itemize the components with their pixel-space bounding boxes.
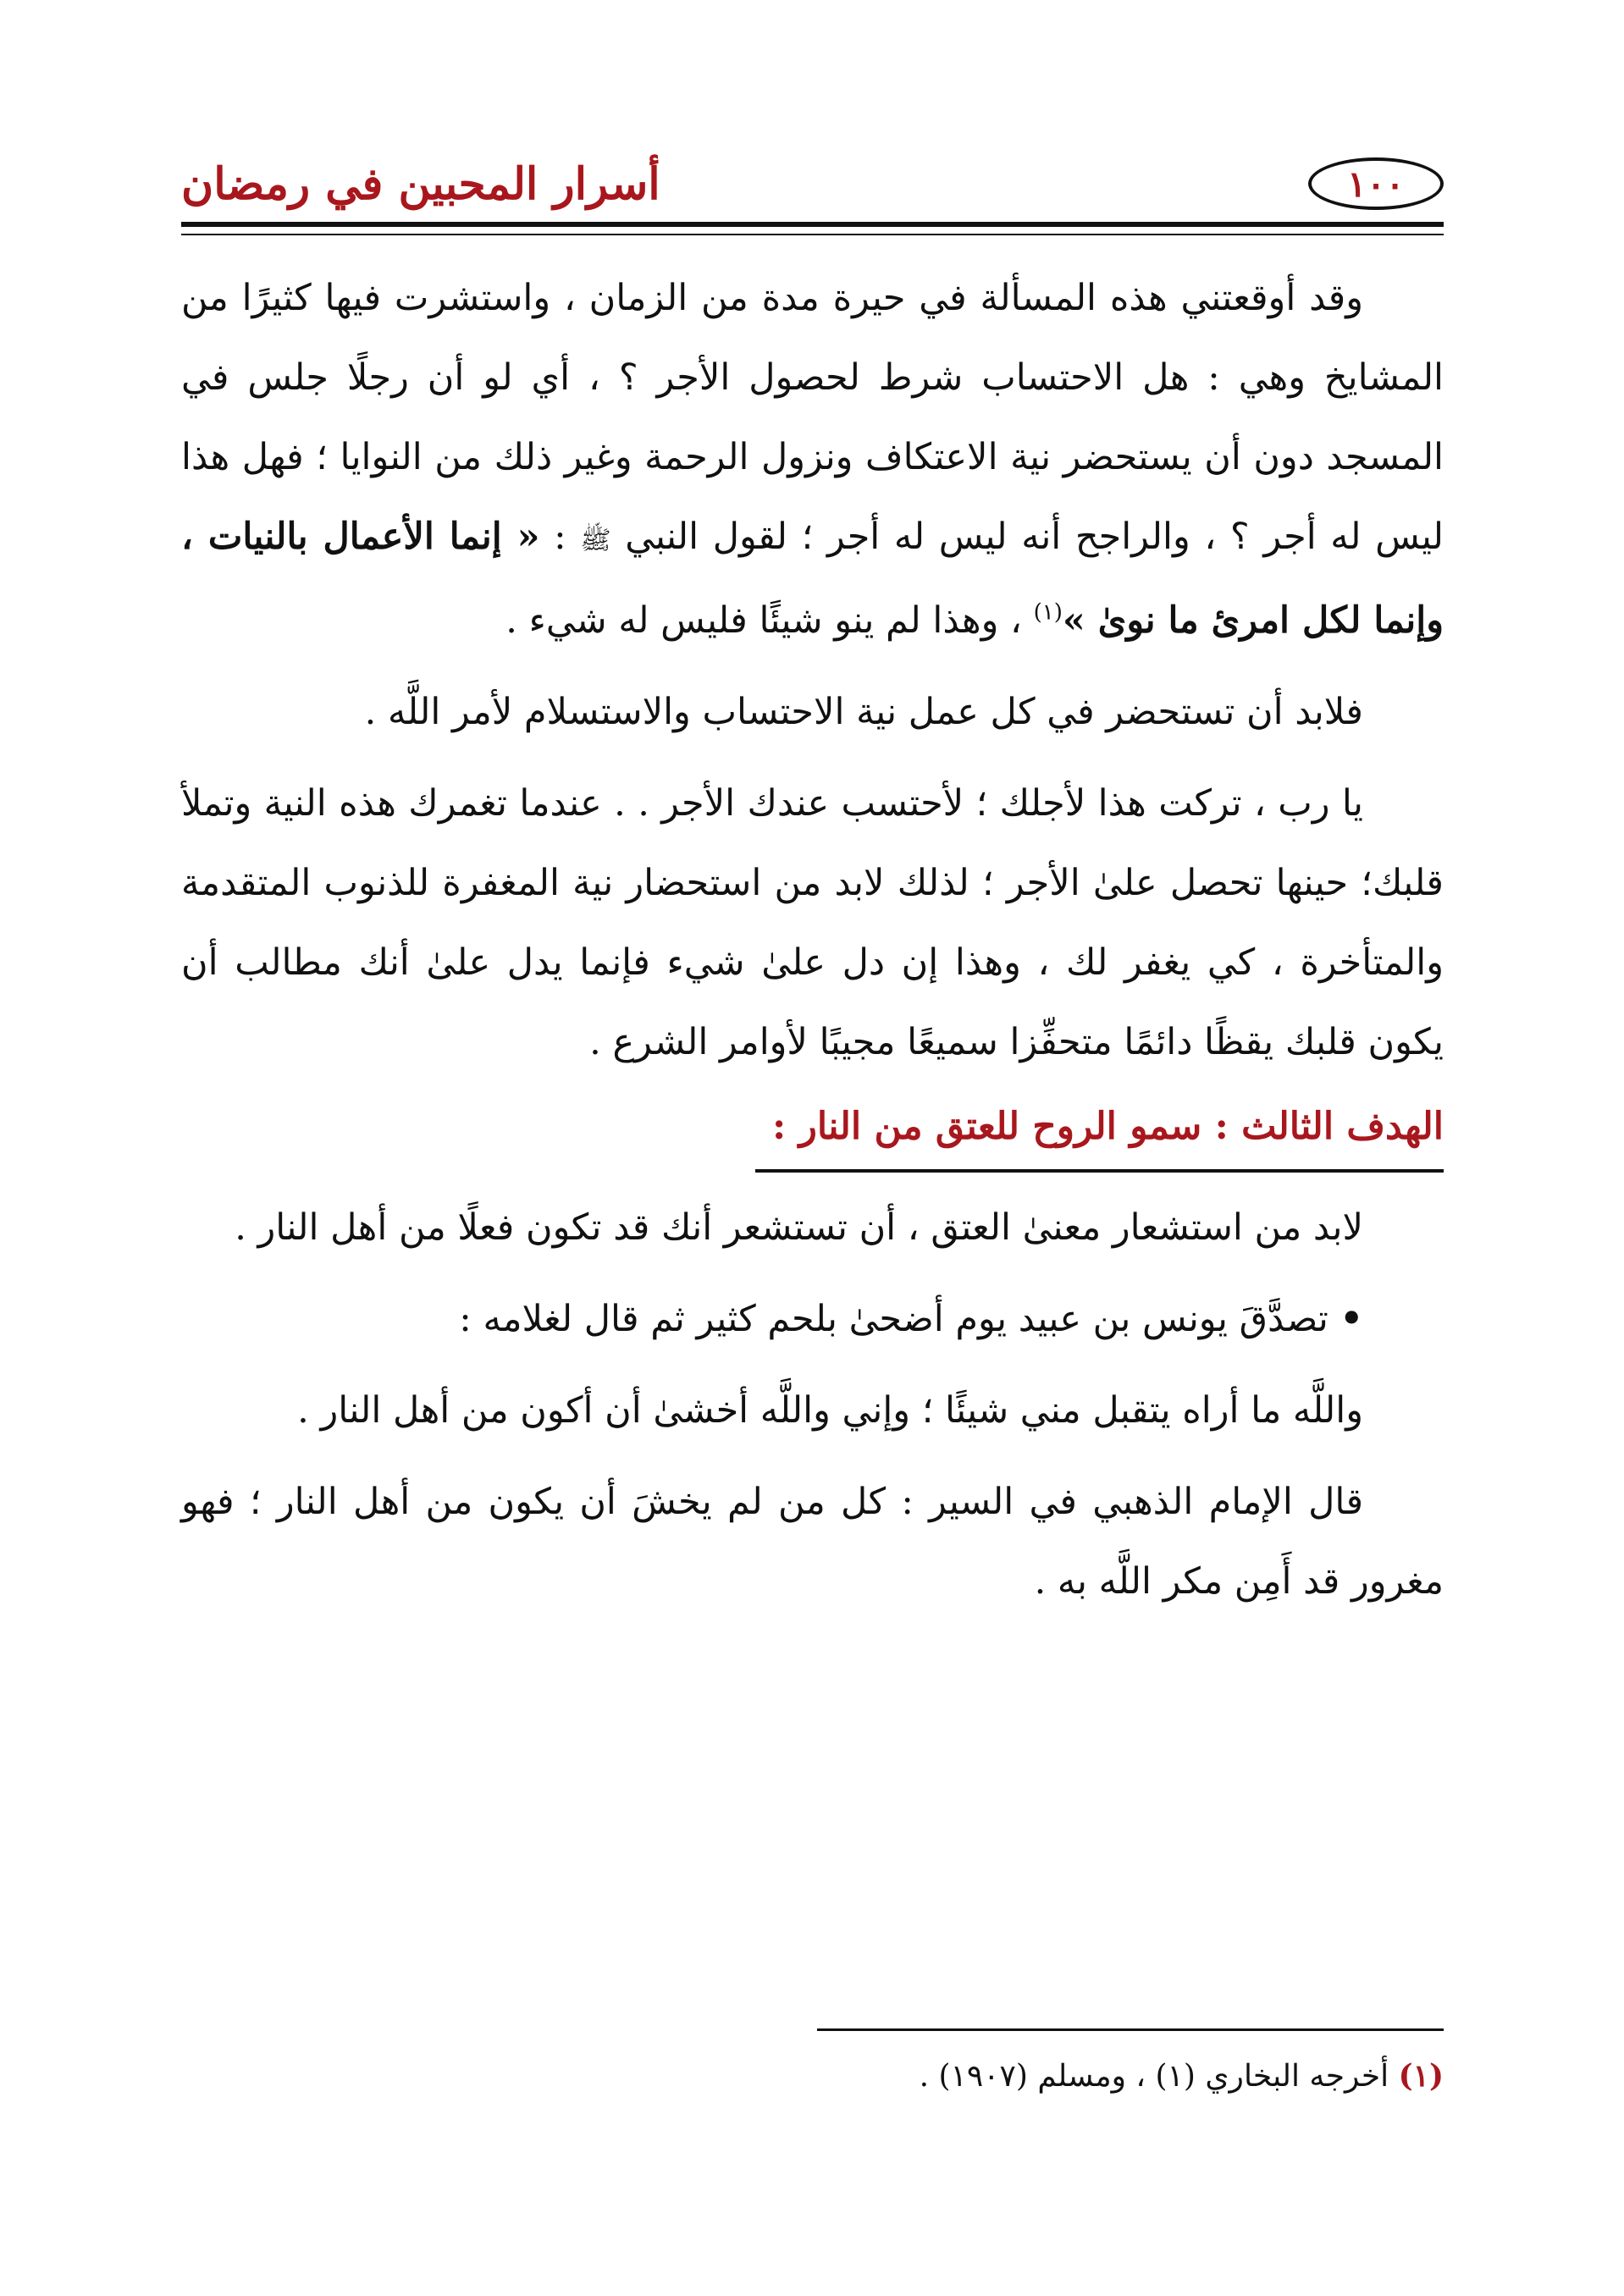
header-rule-thick [181, 222, 1444, 227]
running-header [181, 149, 1444, 218]
header-rule-thin [181, 234, 1444, 235]
paragraph-1-tail: ، وهذا لم ينو شيئًا فليس له شيء . [505, 599, 1022, 642]
paragraph-5 [181, 1279, 1444, 1359]
paragraph-5-text: تصدَّقَ يونس بن عبيد يوم أضحىٰ بلحم كثير ثم قال لغلامه : [459, 1298, 1328, 1340]
salawat-symbol: ﷺ [580, 526, 611, 555]
page-number-badge [1308, 157, 1444, 210]
page-body [181, 258, 1444, 1621]
section-heading: الهدف الثالث : سمو الروح للعتق من النار : [755, 1091, 1444, 1173]
paragraph-2: فلابد أن تستحضر في كل عمل نية الاحتساب والاستسلام لأمر اللَّه . [364, 691, 1363, 733]
paragraph-4: لابد من استشعار معنىٰ العتق ، أن تستشعر أنك قد تكون فعلًا من أهل النار . [235, 1206, 1363, 1249]
paragraph-6: واللَّه ما أراه يتقبل مني شيئًا ؛ وإني واللَّه أخشىٰ أن أكون من أهل النار . [297, 1389, 1363, 1432]
paragraph-7: قال الإمام الذهبي في السير : كل من لم يخشَ أن يكون من أهل النار ؛ فهو مغرور قد أَمِن مكر اللَّه به . [181, 1481, 1444, 1603]
section-heading-wrap [181, 1087, 1444, 1173]
book-title: أسرار المحبين في رمضان [181, 157, 660, 210]
footnote-text: أخرجه البخاري (١) ، ومسلم (١٩٠٧) . [919, 2059, 1389, 2094]
colon: : [539, 516, 581, 558]
hadith-quote: « إنما الأعمال بالنيات ، وإنما لكل امرئ ما نوىٰ » [181, 516, 1444, 642]
footnote-number: (١) [1398, 2058, 1444, 2094]
paragraph-1 [181, 258, 1444, 660]
footnote [181, 2042, 1444, 2111]
footnote-ref: (١) [1033, 599, 1063, 626]
paragraph-3: يا رب ، تركت هذا لأجلك ؛ لأحتسب عندك الأجر . . عندما تغمرك هذه النية وتملأ قلبك؛ حينها تحصل علىٰ الأجر ؛ لذلك لابد من استحضار نية المغفرة للذنوب المتقدمة والمتأخرة ، كي يغفر لك ، وهذا إن دل علىٰ شيء فإنما يدل علىٰ أنك مطالب أن يكون قلبك يقظًا دائمًا متحفِّزا سميعًا مجيبًا لأوامر الشرع . [181, 782, 1444, 1063]
page-number: ١٠٠ [1347, 163, 1405, 205]
footnote-rule [817, 2028, 1444, 2031]
bullet-icon: • [1340, 1298, 1363, 1340]
paragraph-1-text: وقد أوقعتني هذه المسألة في حيرة مدة من الزمان ، واستشرت فيها كثيرًا من المشايخ وهي : هل الاحتساب شرط لحصول الأجر ؟ ، أي لو أن رجلًا جلس في المسجد دون أن يستحضر نية الاعتكاف ونزول الرحمة وغير ذلك من النوايا ؛ فهل هذا ليس له أجر ؟ ، والراجح أنه ليس له أجر ؛ لقول النبي [181, 277, 1444, 558]
